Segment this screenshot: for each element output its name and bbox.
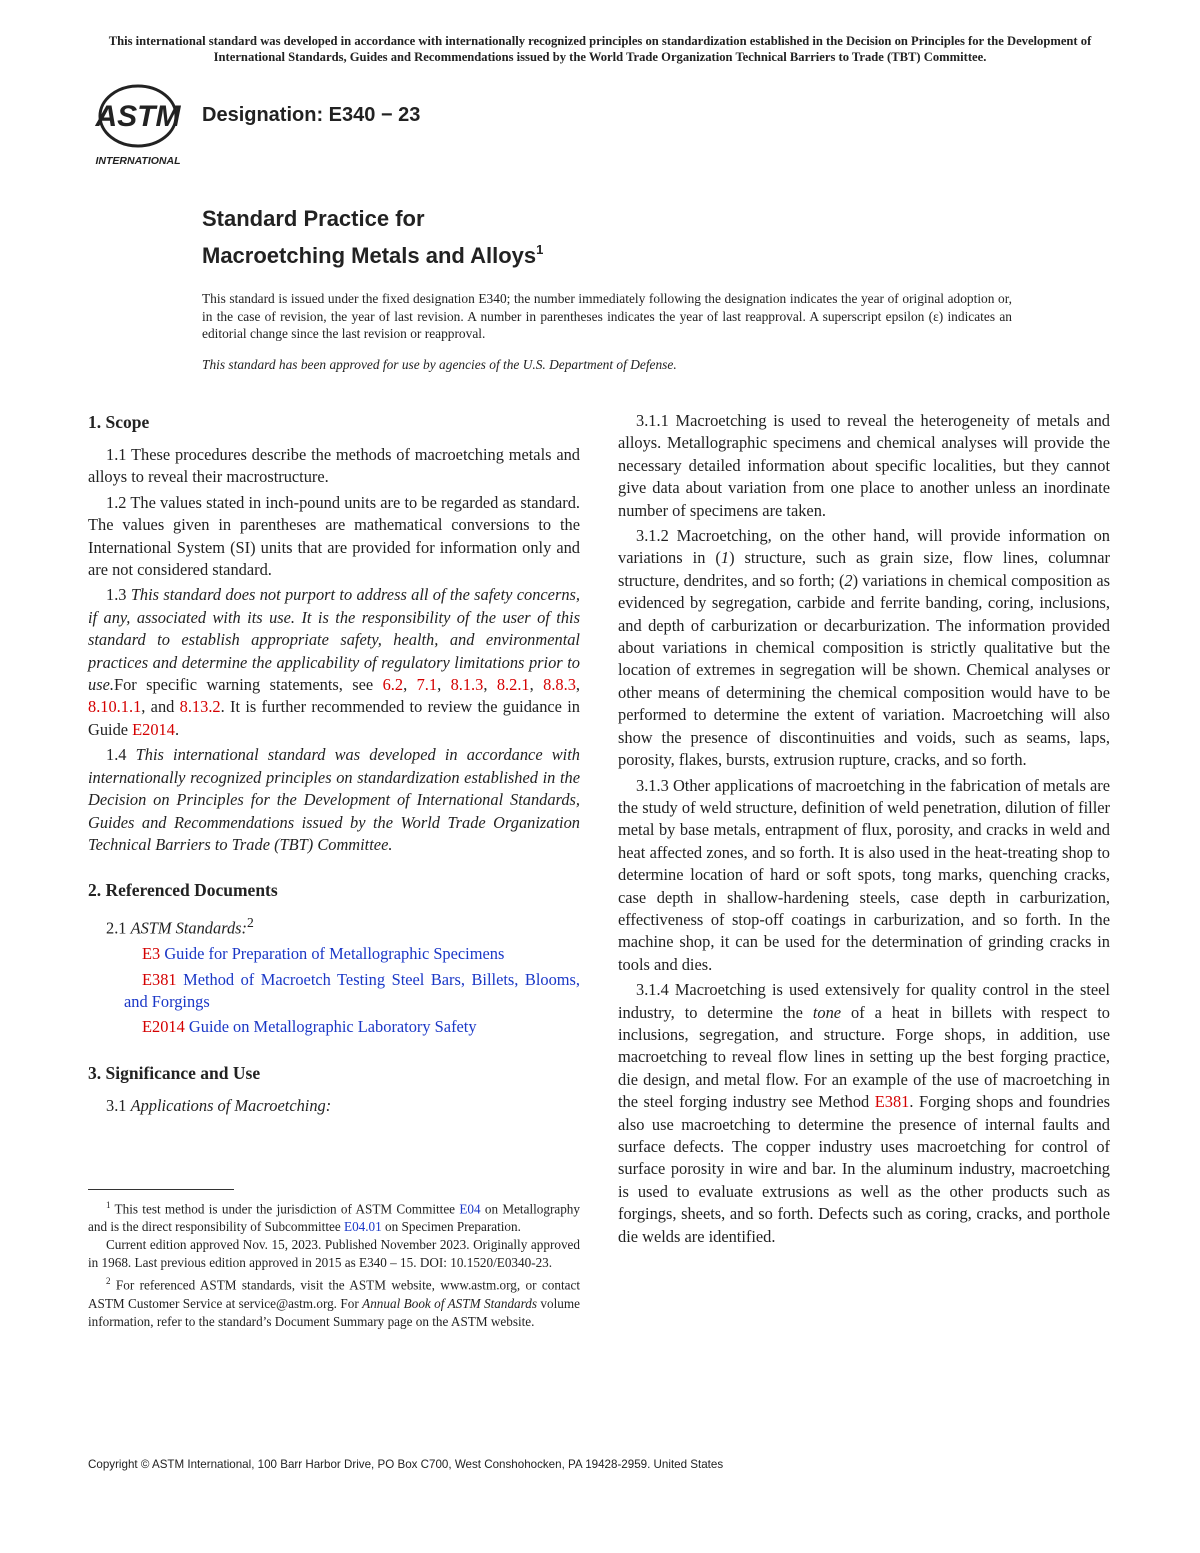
para-1-1: 1.1 These procedures describe the methods of macroetching metals and alloys to reveal their macrostructure. — [88, 445, 580, 487]
ref-e381[interactable]: E381 Method of Macroetch Testing Steel Bars, Billets, Blooms, and Forgings — [124, 969, 580, 1011]
title-line-2: Macroetching Metals and Alloys — [202, 243, 537, 268]
para-1-3: 1.3 This standard does not purport to address all of the safety concerns, if any, associated with its use. It is the responsibility of the user of this standard to establish appropriate safety, health, and environmental practices and determine the applicability of regulatory limitations prior to use.For specific warning statements, see 6.2, 7.1, 8.1.3, 8.2.1, 8.8.3, 8.10.1.1, and 8.13.2. It is further recommended to review the guidance in Guide E2014. — [88, 585, 581, 739]
ref-e2014[interactable]: E2014 Guide on Metallographic Laboratory Safety — [142, 1017, 477, 1037]
link-e2014[interactable]: E2014 — [132, 719, 175, 739]
document-title — [202, 203, 543, 271]
footnotes — [88, 1196, 580, 1331]
dod-note: This standard has been approved for use by agencies of the U.S. Department of Defense. — [202, 357, 677, 372]
issue-note: This standard is issued under the fixed designation E340; the number immediately following the designation indicates the year of original adoption or, in the case of revision, the year of last revision. A number in parentheses indicates the year of last reapproval. A superscript epsilon (ε) indicates an editorial change since the last revision or reapproval. — [202, 291, 1012, 341]
para-3-1-4: 3.1.4 Macroetching is used extensively for quality control in the steel industry, to determine the tone of a heat in billets with respect to inclusions, segregation, and structure. Forge shops, in addition, use macroetching to reveal flow lines in setting up the best forging practice, die design, and metal flow. For an example of the use of macroetching in the steel forging industry see Method E381. Forging shops and foundries also use macroetching to determine the presence of internal faults and surface defects. The copper industry uses macroetching for control of surface porosity in wire and bar. In the aluminum industry, macroetching is used to evaluate extrusions as well as the other products such as forgings, sheets, and so forth. Defects such as coring, cracks, and porthole die welds are identified. — [618, 980, 1111, 1246]
link-8-8-3[interactable]: 8.8.3 — [543, 675, 576, 695]
link-8-2-1[interactable]: 8.2.1 — [496, 675, 530, 695]
para-1-2: 1.2 The values stated in inch-pound units are to be regarded as standard. The values given in parentheses are mathematical conversions to the International System (SI) units that are provided for information only and are not considered standard. — [88, 492, 580, 580]
left-column — [88, 410, 580, 1120]
footnote-1-edition: Current edition approved Nov. 15, 2023. Published November 2023. Originally approved in 1968. Last previous edition approved in 2015 as E340 – 15. DOI: 10.1520/E0340-23. — [88, 1237, 580, 1271]
section-2-heading: 2. Referenced Documents — [88, 880, 278, 901]
link-e04-01[interactable]: E04.01 — [344, 1219, 382, 1235]
top-notice: This international standard was developed in accordance with internationally recognized principles on standardization established in the Decision on Principles for the Development of International Standards, Guides and Recommendations issued by the World Trade Organization Technical Barriers to Trade (TBT) Committee. — [108, 34, 1092, 64]
ref-e3[interactable]: E3 Guide for Preparation of Metallographic Specimens — [142, 944, 505, 964]
section-3-heading: 3. Significance and Use — [88, 1062, 261, 1083]
link-8-1-3[interactable]: 8.1.3 — [450, 675, 484, 695]
para-2-1: 2.1 ASTM Standards:$^2$ — [106, 915, 254, 938]
logo-org: INTERNATIONAL — [95, 155, 181, 167]
astm-logo — [88, 82, 188, 168]
title-footnote-mark: 1 — [536, 242, 544, 257]
link-8-10-1-1[interactable]: 8.10.1.1 — [88, 697, 142, 717]
para-3-1: 3.1 Applications of Macroetching: — [106, 1095, 332, 1115]
footnote-1: $^1$ This test method is under the jurisdiction of ASTM Committee E04 on Metallography and is the direct responsibility of Subcommittee E04.01 on Specimen Preparation. — [88, 1200, 580, 1235]
section-1-heading: 1. Scope — [88, 412, 150, 432]
logo-letters: ASTM — [95, 100, 181, 133]
link-7-1[interactable]: 7.1 — [416, 675, 438, 695]
para-1-4: 1.4 This international standard was developed in accordance with internationally recognized principles on standardization established in the Decision on Principles for the Development of International Standards, Guides and Recommendations issued by the World Trade Organization Technical Barriers to Trade (TBT) Committee. — [88, 745, 580, 854]
copyright: Copyright © ASTM International, 100 Barr Harbor Drive, PO Box C700, West Conshohocken, PA 19428-2959. United States — [88, 1458, 724, 1471]
right-column — [618, 410, 1110, 1251]
footnote-2: $^2$ For referenced ASTM standards, visit the ASTM website, www.astm.org, or contact ASTM Customer Service at service@astm.org. For Annual Book of ASTM Standards volume information, refer to the standard’s Document Summary page on the ASTM website. — [88, 1276, 580, 1329]
para-3-1-2: 3.1.2 Macroetching, on the other hand, will provide information on variations in (1) structure, such as grain size, flow lines, columnar structure, dendrites, and so forth; (2) variations in chemical composition as evidenced by segregation, carbide and ferrite banding, coring, inclusions, and depth of carburization or decarburization. The information provided about variations in chemical composition is strictly qualitative but the location of extremes in segregation will be shown. Chemical analyses or other means of determining the chemical composition would have to be performed to determine the extent of variation. Macroetching will also show the presence of discontinuities and voids, such as seams, laps, porosity, flakes, bursts, extrusion rupture, cracks, and so forth. — [618, 526, 1110, 770]
link-6-2[interactable]: 6.2 — [382, 675, 404, 695]
link-8-13-2[interactable]: 8.13.2 — [179, 697, 221, 717]
link-e381[interactable]: E381 — [874, 1092, 910, 1112]
designation: Designation: E340 − 23 — [202, 104, 421, 126]
title-line-1: Standard Practice for — [202, 206, 425, 231]
footnote-rule — [88, 1189, 234, 1190]
para-3-1-1: 3.1.1 Macroetching is used to reveal the heterogeneity of metals and alloys. Metallographic specimens and chemical analyses will provide the necessary detailed information about specific localities, but they cannot give data about variation from one place to another unless an inordinate number of specimens are taken. — [618, 411, 1110, 520]
para-3-1-3: 3.1.3 Other applications of macroetching in the fabrication of metals are the study of weld structure, definition of weld penetration, dilution of filler metal by base metals, entrapment of flux, porosity, and cracks in weld and heat affected zones, and so forth. It is also used in the heat-treating shop to determine location of hard or soft spots, tong marks, quenching cracks, case depth in shallow-hardening steels, case depth in carburization, effectiveness of stop-off coatings in carburization, and so forth. In the machine shop, it can be used for the determination of grinding cracks in tools and dies. — [618, 775, 1110, 974]
link-e04[interactable]: E04 — [459, 1201, 481, 1217]
